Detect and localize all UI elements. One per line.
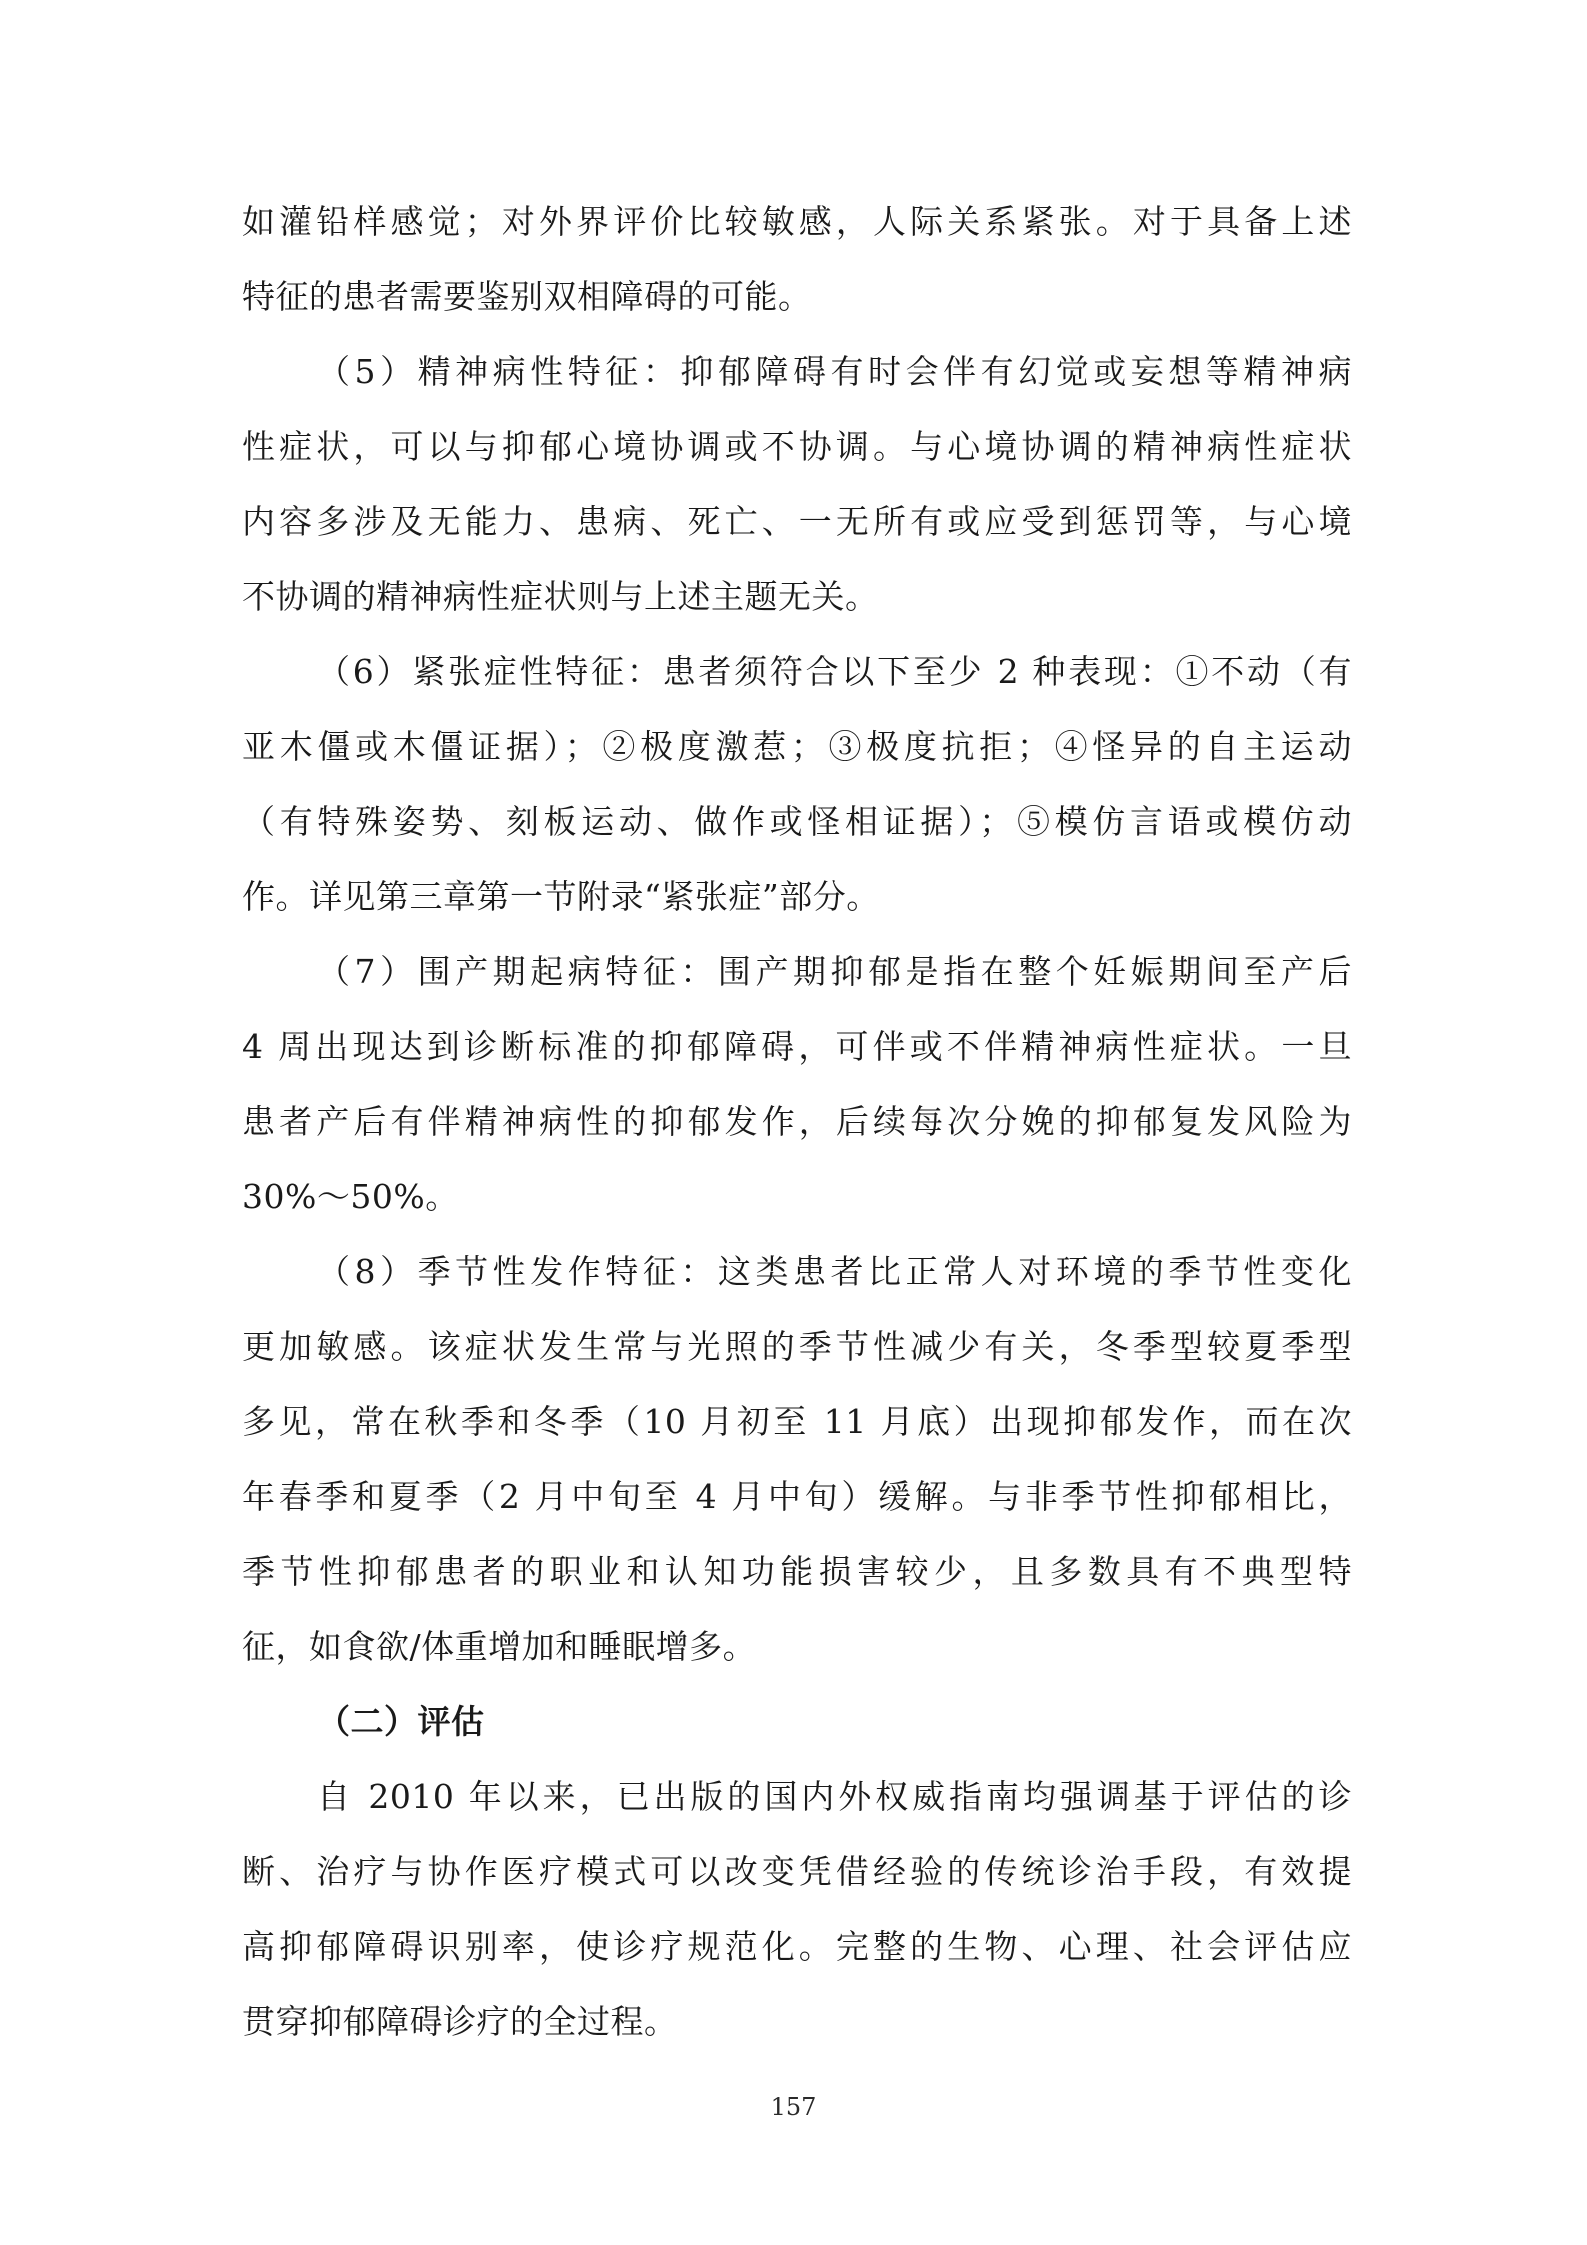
text-line: 自 2010 年以来，已出版的国内外权威指南均强调基于评估的诊: [317, 1777, 1352, 1816]
text-line: 高抑郁障碍识别率，使诊疗规范化。完整的生物、心理、社会评估应: [242, 1927, 1352, 1966]
text-line: 作。详见第三章第一节附录“紧张症”部分。: [242, 877, 880, 916]
text-line: （有特殊姿势、刻板运动、做作或怪相证据）；⑤模仿言语或模仿动: [242, 802, 1352, 841]
page-number: 157: [770, 2093, 817, 2121]
section-heading: （二）评估: [317, 1702, 485, 1741]
text-line: 更加敏感。该症状发生常与光照的季节性减少有关，冬季型较夏季型: [242, 1327, 1352, 1366]
text-line: 不协调的精神病性症状则与上述主题无关。: [242, 577, 879, 616]
text-line: （5）精神病性特征：抑郁障碍有时会伴有幻觉或妄想等精神病: [317, 352, 1352, 391]
text-line: （8）季节性发作特征：这类患者比正常人对环境的季节性变化: [317, 1252, 1352, 1291]
text-line: 亚木僵或木僵证据）；②极度激惹；③极度抗拒；④怪异的自主运动: [242, 727, 1352, 766]
text-line: 性症状，可以与抑郁心境协调或不协调。与心境协调的精神病性症状: [242, 427, 1352, 466]
text-line: 4 周出现达到诊断标准的抑郁障碍，可伴或不伴精神病性症状。一旦: [242, 1027, 1352, 1066]
text-line: 断、治疗与协作医疗模式可以改变凭借经验的传统诊治手段，有效提: [242, 1852, 1352, 1891]
text-line: 30%～50%。: [242, 1177, 459, 1216]
text-line: 贯穿抑郁障碍诊疗的全过程。: [242, 2002, 678, 2041]
text-line: 内容多涉及无能力、患病、死亡、一无所有或应受到惩罚等，与心境: [242, 502, 1352, 541]
text-line: 多见，常在秋季和冬季（10 月初至 11 月底）出现抑郁发作，而在次: [242, 1402, 1352, 1441]
text-line: 患者产后有伴精神病性的抑郁发作，后续每次分娩的抑郁复发风险为: [242, 1102, 1352, 1141]
text-line: 征，如食欲/体重增加和睡眠增多。: [242, 1627, 757, 1666]
text-line: 季节性抑郁患者的职业和认知功能损害较少，且多数具有不典型特: [242, 1552, 1352, 1591]
text-line: 如灌铅样感觉；对外界评价比较敏感，人际关系紧张。对于具备上述: [242, 202, 1352, 241]
text-line: 特征的患者需要鉴别双相障碍的可能。: [242, 277, 812, 316]
text-line: （7）围产期起病特征：围产期抑郁是指在整个妊娠期间至产后: [317, 952, 1352, 991]
text-line: （6）紧张症性特征：患者须符合以下至少 2 种表现：①不动（有: [317, 652, 1352, 691]
text-line: 年春季和夏季（2 月中旬至 4 月中旬）缓解。与非季节性抑郁相比，: [242, 1477, 1352, 1516]
